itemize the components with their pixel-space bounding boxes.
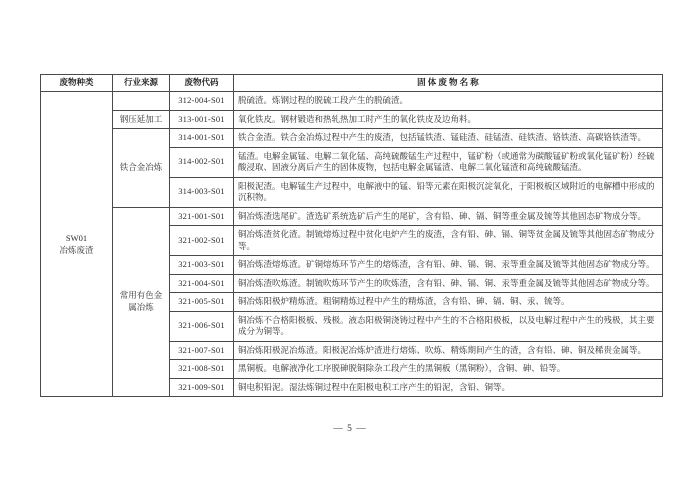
industry-source-cell: 常用有色金属冶炼 [113,207,170,397]
waste-name-cell: 锰渣。电解金属锰、电解二氧化锰、高纯硫酸锰生产过程中，锰矿粉（或通常为碳酸锰矿粉或氧化锰矿粉）经硫酸浸取、固液分离后产生的固体废物，包括电解金属锰渣、电解二氧化锰渣和高纯硫酸锰渣。 [234,147,663,177]
waste-name-cell: 铜电积铅泥。湿法炼铜过程中在阳极电积工序产生的铅泥，含铅、铜等。 [234,378,663,397]
waste-code-cell: 321-005-S01 [170,293,234,312]
table-row [41,110,663,129]
waste-name-cell: 脱硫渣。炼钢过程的脱硫工段产生的脱硫渣。 [234,92,663,111]
waste-code-cell: 314-002-S01 [170,147,234,177]
industry-source-cell [113,92,170,111]
waste-code-cell: 321-007-S01 [170,341,234,360]
industry-source-cell: 钢压延加工 [113,110,170,129]
waste-code-cell: 321-006-S01 [170,311,234,341]
waste-category-code: SW01 [65,233,88,243]
waste-category-cell [41,92,113,397]
waste-category-label: 冶炼废渣 [59,245,94,255]
column-header-industry-source: 行业来源 [113,75,170,92]
industry-source-cell: 铁合金冶炼 [113,129,170,208]
waste-name-cell: 铜冶炼渣选尾矿。渣选矿系统选矿后产生的尾矿，含有铅、砷、镉、铜等重金属及锍等其他固态矿物成分等。 [234,207,663,226]
page-number: — 5 — [333,424,367,434]
waste-name-cell: 铜冶炼阳极泥冶炼渣。阳极泥冶炼炉渣进行熔炼、吹炼、精炼期间产生的渣，含有铅、砷、铜及稀贵金属等。 [234,341,663,360]
column-header-waste-name: 固 体 废 物 名 称 [234,75,663,92]
waste-name-cell: 黑铜板。电解液净化工序脱砷脱铜除杂工段产生的黑铜板（黑铜粉），含铜、砷、铅等。 [234,360,663,379]
column-header-waste-category: 废物种类 [41,75,113,92]
waste-name-cell: 氧化铁皮。钢材锻造和热轧热加工时产生的氧化铁皮及边角料。 [234,110,663,129]
waste-code-cell: 312-004-S01 [170,92,234,111]
waste-code-cell: 321-001-S01 [170,207,234,226]
waste-code-cell: 321-004-S01 [170,274,234,293]
waste-code-cell: 321-002-S01 [170,226,234,256]
table-row [41,207,663,226]
waste-name-cell: 铁合金渣。铁合金冶炼过程中产生的废渣，包括锰铁渣、锰硅渣、硅锰渣、硅铁渣、铬铁渣、高碳铬铁渣等。 [234,129,663,148]
waste-code-cell: 321-008-S01 [170,360,234,379]
table-row [41,129,663,148]
waste-name-cell: 铜冶炼渣贫化渣。制锍熔炼过程中贫化电炉产生的废渣，含有铅、砷、镉、铜等贫金属及锍等其他固态矿物成分等。 [234,226,663,256]
waste-code-cell: 313-001-S01 [170,110,234,129]
waste-code-cell: 314-001-S01 [170,129,234,148]
waste-name-cell: 阳极泥渣。电解锰生产过程中，电解液中的锰、铅等元素在阳极沉淀氧化，于阳极板区域附近的电解槽中形成的沉积物。 [234,177,663,207]
waste-code-cell: 321-003-S01 [170,256,234,275]
waste-name-cell: 铜冶炼阳极炉精炼渣。粗铜精炼过程中产生的精炼渣，含有铅、砷、镉、铜、汞、锍等。 [234,293,663,312]
column-header-waste-code: 废物代码 [170,75,234,92]
table-header-row [41,75,663,92]
waste-name-cell: 铜冶炼渣熔炼渣。矿铜熔炼环节产生的熔炼渣，含有铅、砷、镉、铜、汞等重金属及锍等其他固态矿物成分等。 [234,256,663,275]
waste-code-cell: 314-003-S01 [170,177,234,207]
waste-table [40,74,663,397]
table-row [41,92,663,111]
waste-code-cell: 321-009-S01 [170,378,234,397]
waste-name-cell: 铜冶炼不合格阳极板、残极。液态阳极铜浇铸过程中产生的不合格阳极板，以及电解过程中产生的残极，其主要成分为铜等。 [234,311,663,341]
waste-name-cell: 铜冶炼渣吹炼渣。制锍吹炼环节产生的吹炼渣，含有铅、砷、镉、铜、汞等重金属及锍等其他固态矿物成分等。 [234,274,663,293]
